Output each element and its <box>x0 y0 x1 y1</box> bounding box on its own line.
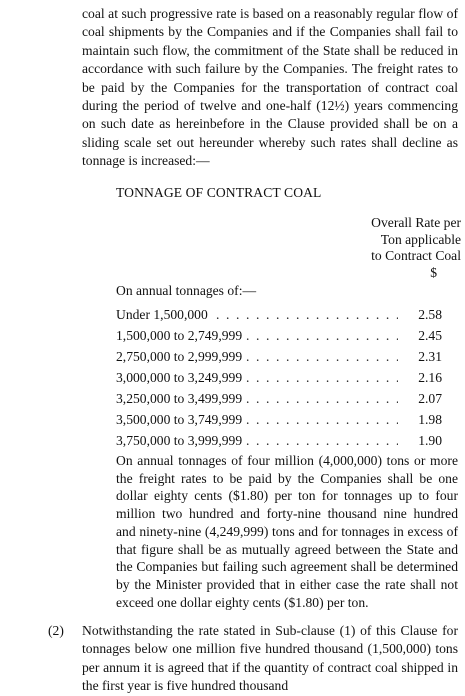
rate-column-header <box>371 215 461 281</box>
subclause-text: Notwithstanding the rate stated in Sub-clause (1) of this Clause for tonnages below one million five hundred thousand (1,500,000) tons per annum it is agreed that if the quantity of contract coal shipped in the first year is five hundred thousand <box>82 623 458 693</box>
intro-paragraph: coal at such progressive rate is based on a reasonably regular flow of coal shipments by the Companies and if the Companies shall fail to maintain such flow, the commitment of the State shall be reduced in accordance with such failure by the Companies. The freight rates to be paid by the Companies for the transportation of contract coal during the period of twelve and one-half (12½) years commencing on such date as hereinbefore in the Clause provided shall be on a sliding scale set out hereunder whereby such rates shall decline as tonnage is increased:— <box>82 6 458 169</box>
table-row <box>116 325 442 346</box>
table-row <box>116 304 442 325</box>
tonnage-range: 2,750,000 to 2,999,999 <box>116 349 243 364</box>
rate-value: 2.58 <box>412 304 442 325</box>
tonnage-range: 3,000,000 to 3,249,999 <box>116 370 243 385</box>
rate-value: 1.98 <box>412 409 442 430</box>
table-row <box>116 409 442 430</box>
rate-value: 2.31 <box>412 346 442 367</box>
excess-tonnage-paragraph: On annual tonnages of four million (4,000,000) tons or more the freight rates to be paid by the Companies shall be one dollar eighty cents ($1.80) per ton for tonnages up to four million two hundred and forty-nine thousand nine hundred and ninety-nine (4,249,999) tons and for tonnages in excess of that figure shall be as mutually agreed between the State and the Companies but failing such agreement shall be determined by the Minister provided that in either case the rate shall not exceed one dollar eighty cents ($1.80) per ton. <box>116 453 458 610</box>
currency-symbol: $ <box>430 264 437 280</box>
rate-value: 1.90 <box>412 430 442 451</box>
rate-value: 2.16 <box>412 367 442 388</box>
rate-value: 2.07 <box>412 388 442 409</box>
table-row <box>116 388 442 409</box>
rate-table <box>116 304 442 451</box>
table-row <box>116 430 442 451</box>
subclause-number: (2) <box>48 623 64 638</box>
column-header-line: to Contract Coal <box>371 248 461 264</box>
tonnage-range: 3,500,000 to 3,749,999 <box>116 412 243 427</box>
column-header-line: Ton applicable <box>380 231 461 247</box>
table-row <box>116 346 442 367</box>
tonnage-range: 1,500,000 to 2,749,999 <box>116 328 243 343</box>
table-lead-text: On annual tonnages of:— <box>116 283 257 298</box>
column-header-line: Overall Rate per <box>371 215 461 230</box>
tonnage-range: 3,250,000 to 3,499,999 <box>116 391 243 406</box>
table-heading: TONNAGE OF CONTRACT COAL <box>116 185 322 200</box>
table-row <box>116 367 442 388</box>
tonnage-range: 3,750,000 to 3,999,999 <box>116 433 243 448</box>
rate-value: 2.45 <box>412 325 442 346</box>
tonnage-range: Under 1,500,000 <box>116 307 208 322</box>
